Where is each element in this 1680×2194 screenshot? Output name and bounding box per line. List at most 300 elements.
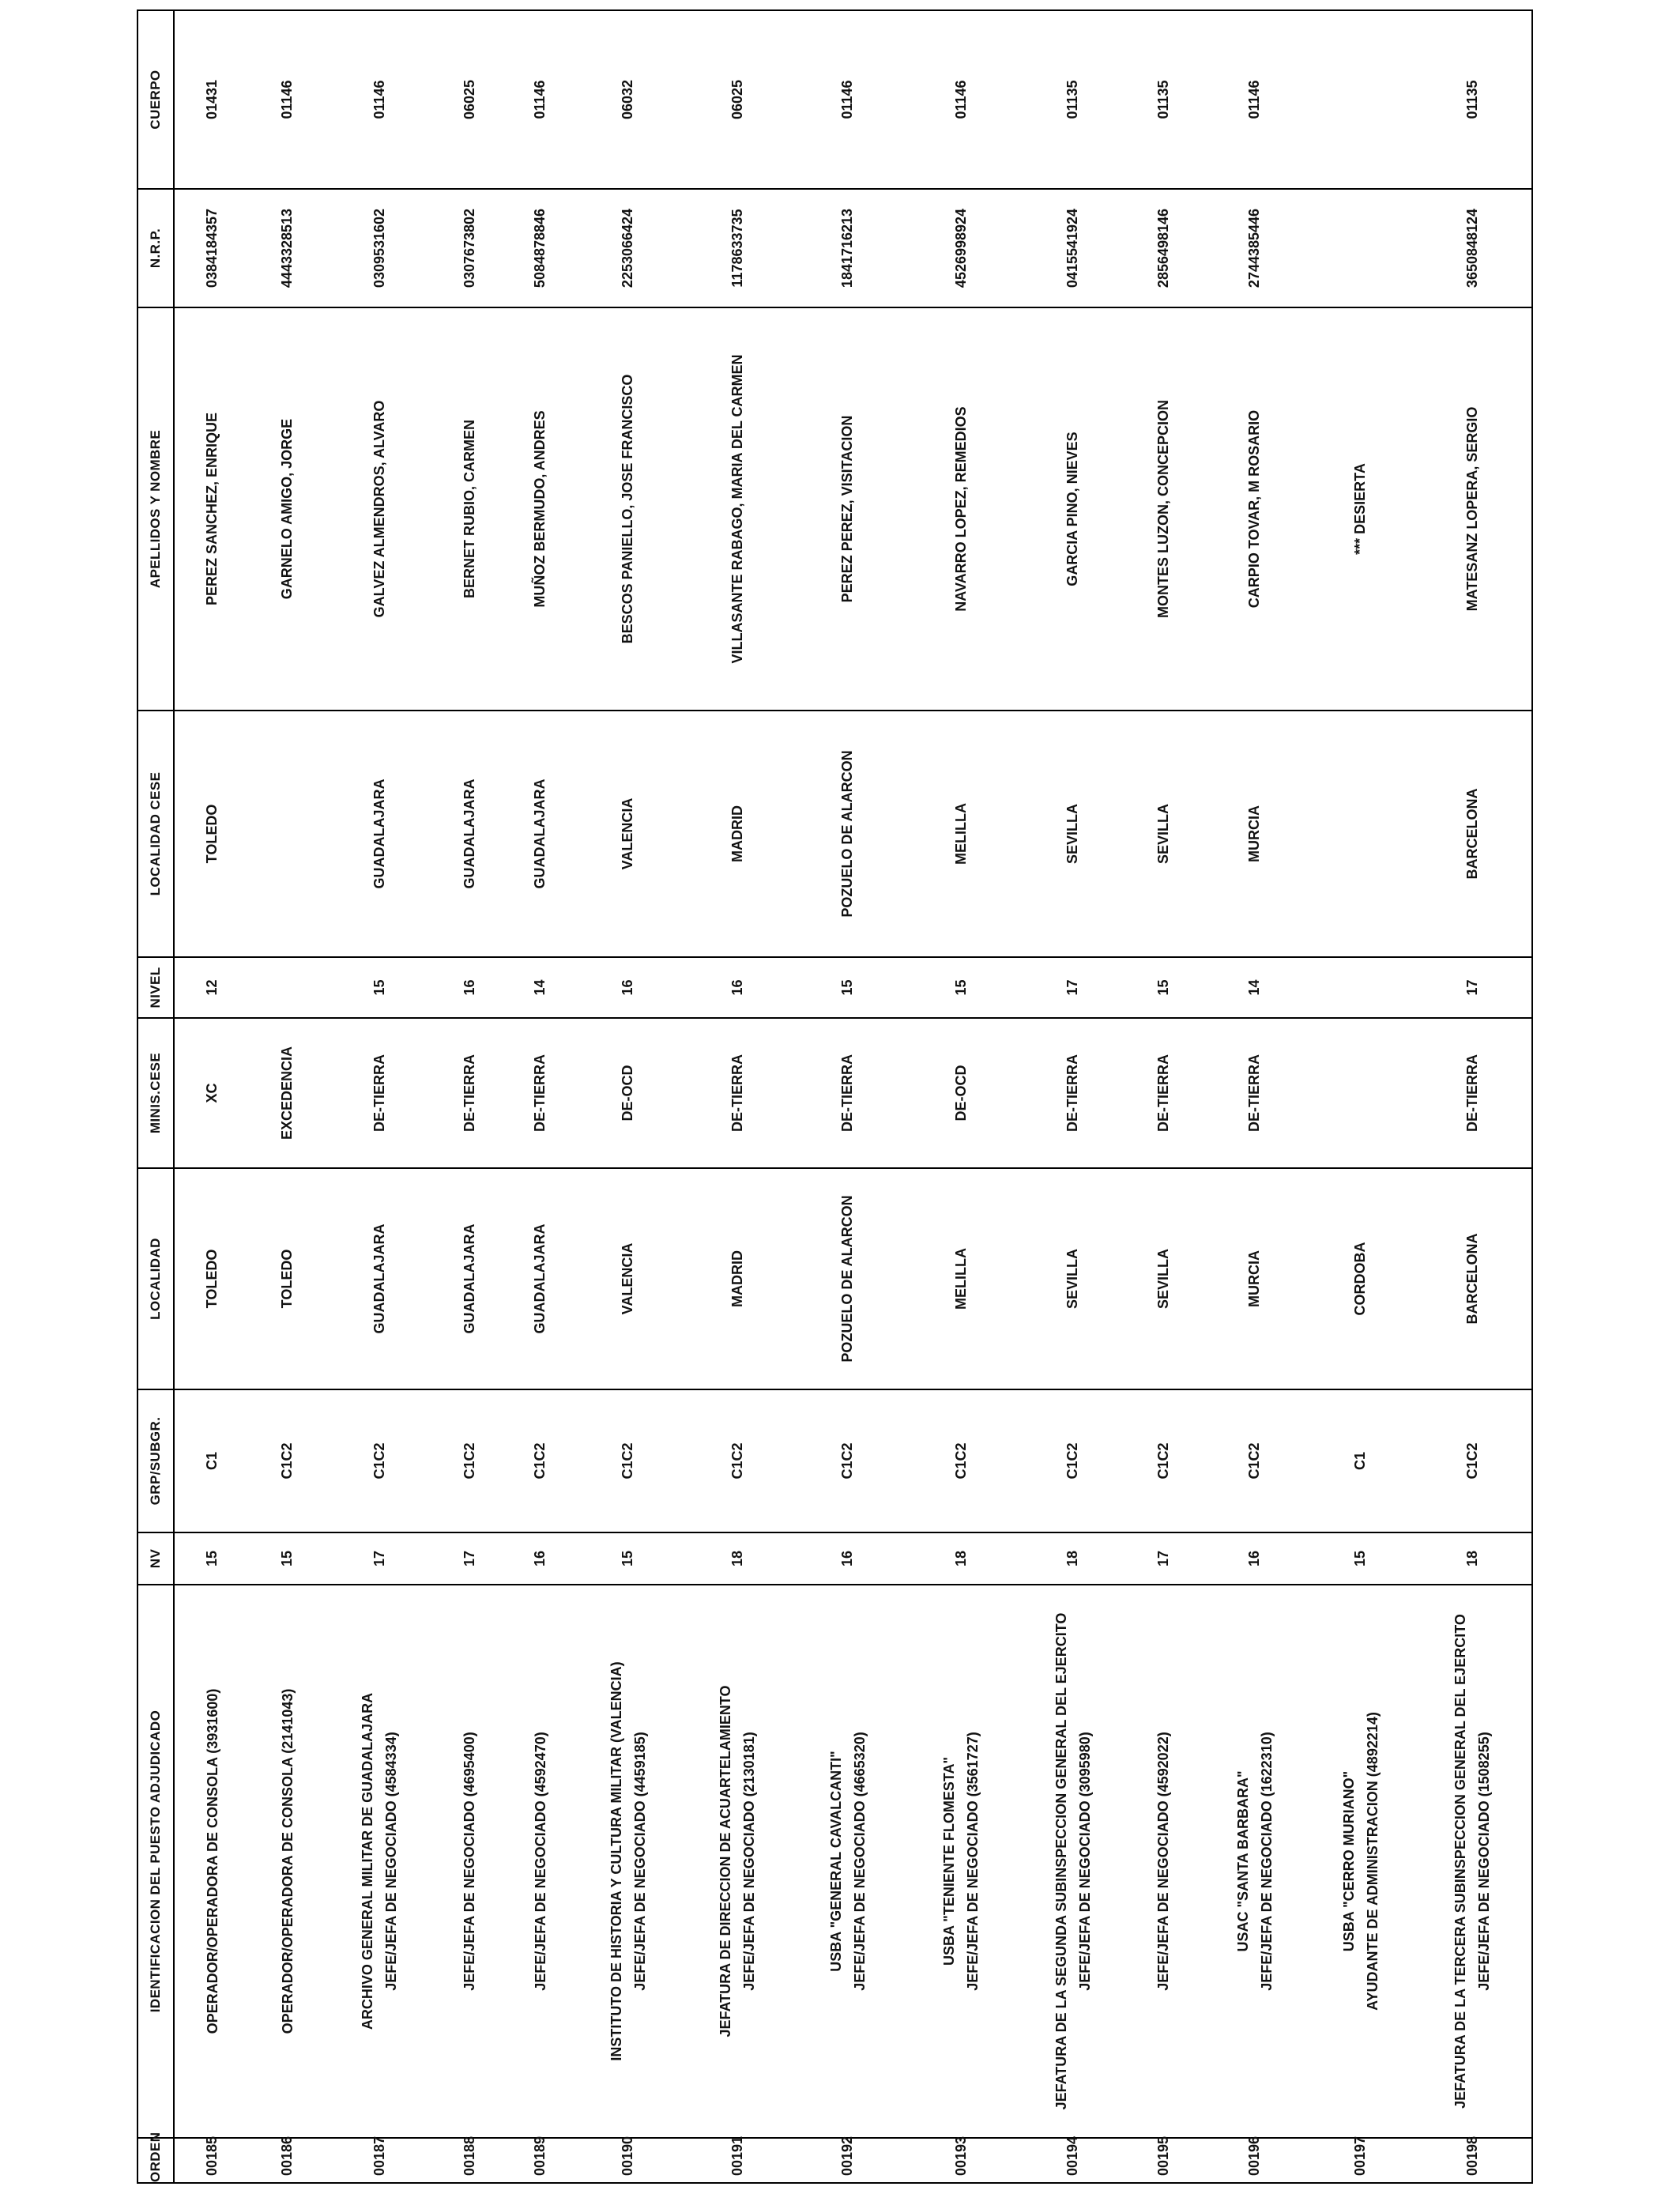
unit-label: USAC "SANTA BARBARA" <box>1234 1770 1251 1952</box>
nv-cell <box>1201 1532 1307 1585</box>
minis-cese-text: EXCEDENCIA <box>279 1046 296 1140</box>
nrp-cell <box>902 189 1021 307</box>
minis-cese-text: DE-TIERRA <box>1246 1054 1263 1132</box>
nv-cell <box>434 1532 505 1585</box>
puesto-cell <box>1414 1585 1532 2138</box>
localidad-text: SEVILLA <box>1155 1249 1171 1310</box>
puesto-cell <box>434 1585 505 2138</box>
grp-text: C1C2 <box>1463 1442 1480 1480</box>
nivel-text: 15 <box>1155 979 1171 996</box>
puesto-cell <box>793 1585 901 2138</box>
localidad-cell <box>1021 1168 1125 1389</box>
cuerpo-text: 01146 <box>279 80 296 119</box>
apellidos-nombre-text: GARNELO AMIGO, JORGE <box>279 418 296 600</box>
table-row <box>902 10 1021 2183</box>
localidad-cell <box>1414 1168 1532 1389</box>
nrp-text: 2744385446 <box>1246 208 1263 288</box>
apellidos-nombre-cell <box>1201 307 1307 711</box>
nv-cell <box>1414 1532 1532 1585</box>
minis-cese-cell <box>174 1018 250 1168</box>
nivel-cell <box>793 957 901 1018</box>
header-nivel: NIVEL <box>137 957 174 1018</box>
nv-cell <box>1308 1532 1414 1585</box>
nivel-text: 16 <box>461 979 477 996</box>
nivel-text: 14 <box>1246 979 1263 996</box>
orden-text: 00189 <box>532 2136 548 2176</box>
orden-text: 00191 <box>729 2136 745 2176</box>
orden-cell <box>1201 2138 1307 2183</box>
header-nrp: N.R.P. <box>137 189 174 307</box>
orden-cell <box>1414 2138 1532 2183</box>
table-row <box>793 10 901 2183</box>
apellidos-nombre-text: MUÑOZ BERMUDO, ANDRES <box>532 410 548 608</box>
localidad-cell <box>1201 1168 1307 1389</box>
localidad-cell <box>793 1168 901 1389</box>
localidad-text: CORDOBA <box>1352 1242 1369 1316</box>
puesto-label: AYUDANTE DE ADMINISTRACION (4892214) <box>1364 1712 1381 2011</box>
header-row <box>137 10 174 2183</box>
nrp-text: 0415541924 <box>1064 208 1081 288</box>
orden-text: 00198 <box>1463 2136 1480 2176</box>
localidad-cese-text: BARCELONA <box>1463 788 1480 880</box>
apellidos-nombre-cell <box>174 307 250 711</box>
minis-cese-text: DE-TIERRA <box>729 1054 745 1132</box>
orden-cell <box>174 2138 250 2183</box>
nivel-cell <box>575 957 681 1018</box>
grp-cell <box>506 1389 575 1532</box>
orden-text: 00194 <box>1064 2136 1081 2176</box>
unit-label: JEFATURA DE LA TERCERA SUBINSPECCION GENERAL DEL EJERCITO <box>1452 1614 1469 2109</box>
puesto-label: JEFE/JEFA DE NEGOCIADO (1622310) <box>1258 1732 1275 1991</box>
nv-text: 16 <box>1246 1550 1263 1567</box>
unit-label: ARCHIVO GENERAL MILITAR DE GUADALAJARA <box>360 1692 376 2030</box>
table-row <box>1308 10 1414 2183</box>
puesto-cell <box>1201 1585 1307 2138</box>
header-cuerpo: CUERPO <box>137 10 174 189</box>
apellidos-nombre-text: GALVEZ ALMENDROS, ALVARO <box>371 400 387 618</box>
nrp-cell <box>434 189 505 307</box>
localidad-cese-cell <box>1414 711 1532 957</box>
nivel-text: 15 <box>371 979 387 996</box>
grp-cell <box>250 1389 324 1532</box>
grp-text: C1C2 <box>1155 1442 1171 1480</box>
grp-cell <box>1201 1389 1307 1532</box>
localidad-cese-cell <box>793 711 901 957</box>
localidad-cell <box>575 1168 681 1389</box>
nivel-text: 14 <box>532 979 548 996</box>
nrp-cell <box>575 189 681 307</box>
minis-cese-text: DE-TIERRA <box>839 1054 856 1132</box>
localidad-cese-cell <box>250 711 324 957</box>
cuerpo-cell <box>1021 10 1125 189</box>
puesto-label: JEFE/JEFA DE NEGOCIADO (4459185) <box>631 1732 648 1991</box>
localidad-cese-cell <box>1125 711 1201 957</box>
localidad-text: BARCELONA <box>1463 1233 1480 1325</box>
minis-cese-cell <box>1201 1018 1307 1168</box>
table-row <box>434 10 505 2183</box>
localidad-cese-cell <box>1021 711 1125 957</box>
localidad-cell <box>1308 1168 1414 1389</box>
cuerpo-cell <box>434 10 505 189</box>
apellidos-nombre-cell <box>793 307 901 711</box>
nivel-cell <box>325 957 434 1018</box>
minis-cese-text: DE-OCD <box>952 1065 969 1122</box>
apellidos-nombre-cell <box>1414 307 1532 711</box>
apellidos-nombre-text: VILLASANTE RABAGO, MARIA DEL CARMEN <box>729 354 745 664</box>
table-row <box>1021 10 1125 2183</box>
puesto-label: JEFE/JEFA DE NEGOCIADO (4695400) <box>461 1732 478 1991</box>
nv-text: 18 <box>729 1550 745 1567</box>
apellidos-nombre-text: GARCIA PINO, NIEVES <box>1064 432 1081 586</box>
apellidos-nombre-text: PEREZ SANCHEZ, ENRIQUE <box>204 412 220 606</box>
nv-text: 15 <box>204 1550 220 1567</box>
grp-cell <box>681 1389 794 1532</box>
orden-cell <box>325 2138 434 2183</box>
puesto-label: JEFE/JEFA DE NEGOCIADO (4592470) <box>532 1732 548 1991</box>
nrp-cell <box>793 189 901 307</box>
localidad-cell <box>434 1168 505 1389</box>
header-orden: ORDEN <box>137 2138 174 2183</box>
orden-text: 00190 <box>620 2136 636 2176</box>
localidad-text: SEVILLA <box>1064 1249 1081 1310</box>
nivel-cell <box>1201 957 1307 1018</box>
nv-text: 18 <box>1463 1550 1480 1567</box>
nrp-text: 4443328513 <box>279 208 296 288</box>
apellidos-nombre-cell <box>325 307 434 711</box>
cuerpo-text: 01135 <box>1064 80 1081 119</box>
table-row <box>575 10 681 2183</box>
nv-text: 16 <box>839 1550 856 1567</box>
nv-cell <box>325 1532 434 1585</box>
nv-cell <box>250 1532 324 1585</box>
header-nv: NV <box>137 1532 174 1585</box>
puesto-label: JEFE/JEFA DE NEGOCIADO (2130181) <box>741 1732 758 1991</box>
cuerpo-text: 01146 <box>371 80 387 119</box>
grp-text: C1C2 <box>461 1442 477 1480</box>
localidad-cese-text: SEVILLA <box>1064 804 1081 865</box>
cuerpo-cell <box>902 10 1021 189</box>
localidad-cese-text: MADRID <box>729 805 745 862</box>
localidad-cese-text: MURCIA <box>1246 805 1263 862</box>
cuerpo-cell <box>506 10 575 189</box>
cuerpo-text: 06025 <box>461 79 477 120</box>
nrp-text: 2856498146 <box>1155 208 1171 288</box>
nivel-cell <box>681 957 794 1018</box>
cuerpo-text: 01146 <box>532 80 548 119</box>
nivel-text: 15 <box>839 979 856 996</box>
puesto-cell <box>1125 1585 1201 2138</box>
cuerpo-text: 01146 <box>839 80 856 119</box>
nrp-text: 1178633735 <box>729 209 745 288</box>
puesto-label: JEFE/JEFA DE NEGOCIADO (3095980) <box>1076 1732 1093 1991</box>
nivel-cell <box>1021 957 1125 1018</box>
localidad-cese-cell <box>575 711 681 957</box>
header-apellidos: APELLIDOS Y NOMBRE <box>137 307 174 711</box>
localidad-cese-cell <box>325 711 434 957</box>
minis-cese-cell <box>1414 1018 1532 1168</box>
header-localidad: LOCALIDAD <box>137 1168 174 1389</box>
cuerpo-cell <box>681 10 794 189</box>
apellidos-nombre-cell <box>434 307 505 711</box>
nv-text: 17 <box>1155 1550 1171 1567</box>
apellidos-nombre-text: BESCOS PANIELLO, JOSE FRANCISCO <box>620 374 636 644</box>
localidad-text: MADRID <box>729 1250 745 1307</box>
orden-text: 00185 <box>204 2136 220 2176</box>
puesto-cell <box>506 1585 575 2138</box>
adjudication-table <box>137 9 1533 2184</box>
apellidos-nombre-cell <box>681 307 794 711</box>
nrp-cell <box>1308 189 1414 307</box>
minis-cese-text: DE-OCD <box>620 1065 636 1122</box>
minis-cese-cell <box>325 1018 434 1168</box>
nivel-text: 17 <box>1064 979 1081 996</box>
grp-cell <box>325 1389 434 1532</box>
minis-cese-cell <box>1308 1018 1414 1168</box>
orden-cell <box>1308 2138 1414 2183</box>
localidad-text: TOLEDO <box>279 1249 296 1309</box>
unit-label: JEFATURA DE LA SEGUNDA SUBINSPECCION GENERAL DEL EJERCITO <box>1053 1612 1069 2110</box>
unit-label: USBA "TENIENTE FLOMESTA" <box>941 1756 958 1966</box>
grp-text: C1 <box>1352 1452 1369 1471</box>
orden-text: 00187 <box>371 2136 387 2176</box>
unit-label: USBA "CERRO MURIANO" <box>1340 1770 1357 1952</box>
localidad-cell <box>506 1168 575 1389</box>
minis-cese-cell <box>250 1018 324 1168</box>
nivel-cell <box>902 957 1021 1018</box>
orden-cell <box>793 2138 901 2183</box>
nv-cell <box>174 1532 250 1585</box>
minis-cese-text: DE-TIERRA <box>1155 1054 1171 1132</box>
unit-label: USBA "GENERAL CAVALCANTI" <box>827 1751 844 1972</box>
nrp-text: 1841716213 <box>839 208 856 288</box>
apellidos-nombre-cell <box>1021 307 1125 711</box>
localidad-cell <box>902 1168 1021 1389</box>
table-row <box>174 10 250 2183</box>
puesto-cell <box>1308 1585 1414 2138</box>
orden-cell <box>575 2138 681 2183</box>
apellidos-nombre-cell <box>1308 307 1414 711</box>
localidad-cese-cell <box>1308 711 1414 957</box>
nrp-text: 0307673802 <box>461 208 477 288</box>
puesto-cell <box>325 1585 434 2138</box>
orden-cell <box>1125 2138 1201 2183</box>
localidad-text: TOLEDO <box>204 1249 220 1309</box>
header-localidad-cese: LOCALIDAD CESE <box>137 711 174 957</box>
cuerpo-text: 01431 <box>204 79 220 120</box>
nrp-cell <box>681 189 794 307</box>
minis-cese-cell <box>793 1018 901 1168</box>
minis-cese-cell <box>1125 1018 1201 1168</box>
minis-cese-text: DE-TIERRA <box>1463 1054 1480 1132</box>
grp-cell <box>1414 1389 1532 1532</box>
nv-text: 18 <box>952 1550 969 1567</box>
table-row <box>506 10 575 2183</box>
grp-cell <box>434 1389 505 1532</box>
nrp-text: 0309531602 <box>371 208 387 288</box>
nivel-cell <box>174 957 250 1018</box>
puesto-cell <box>681 1585 794 2138</box>
puesto-label: JEFE/JEFA DE NEGOCIADO (4665320) <box>851 1732 868 1991</box>
apellidos-nombre-text: PEREZ PEREZ, VISITACION <box>839 415 856 603</box>
apellidos-nombre-text: CARPIO TOVAR, M ROSARIO <box>1246 409 1263 609</box>
nrp-cell <box>174 189 250 307</box>
localidad-cese-text: SEVILLA <box>1155 804 1171 865</box>
puesto-label: JEFE/JEFA DE NEGOCIADO (3561727) <box>965 1732 981 1991</box>
unit-label: INSTITUTO DE HISTORIA Y CULTURA MILITAR (VALENCIA) <box>608 1661 624 2061</box>
localidad-cell <box>1125 1168 1201 1389</box>
nv-cell <box>793 1532 901 1585</box>
orden-text: 00197 <box>1352 2136 1369 2176</box>
nivel-cell <box>1414 957 1532 1018</box>
orden-cell <box>902 2138 1021 2183</box>
nrp-cell <box>1125 189 1201 307</box>
apellidos-nombre-text: *** DESIERTA <box>1352 463 1369 555</box>
minis-cese-cell <box>681 1018 794 1168</box>
nivel-text: 17 <box>1463 979 1480 996</box>
apellidos-nombre-cell <box>250 307 324 711</box>
localidad-text: GUADALAJARA <box>371 1223 387 1334</box>
grp-text: C1C2 <box>839 1442 856 1480</box>
localidad-cese-cell <box>506 711 575 957</box>
nv-cell <box>1021 1532 1125 1585</box>
apellidos-nombre-text: BERNET RUBIO, CARMEN <box>461 420 477 599</box>
nrp-cell <box>325 189 434 307</box>
puesto-cell <box>902 1585 1021 2138</box>
puesto-cell <box>174 1585 250 2138</box>
localidad-cese-cell <box>434 711 505 957</box>
puesto-cell <box>250 1585 324 2138</box>
table-row <box>1201 10 1307 2183</box>
nrp-text: 0384184357 <box>204 208 220 288</box>
table-row <box>681 10 794 2183</box>
nv-text: 15 <box>279 1550 296 1567</box>
localidad-cese-cell <box>174 711 250 957</box>
cuerpo-text: 06032 <box>620 79 636 120</box>
localidad-cese-text: POZUELO DE ALARCON <box>839 750 856 918</box>
minis-cese-text: DE-TIERRA <box>1064 1054 1081 1132</box>
minis-cese-cell <box>434 1018 505 1168</box>
orden-text: 00193 <box>952 2136 969 2176</box>
localidad-cell <box>325 1168 434 1389</box>
puesto-label: JEFE/JEFA DE NEGOCIADO (4584334) <box>383 1732 400 1991</box>
nv-cell <box>575 1532 681 1585</box>
minis-cese-cell <box>575 1018 681 1168</box>
nrp-cell <box>1201 189 1307 307</box>
minis-cese-text: DE-TIERRA <box>461 1054 477 1132</box>
grp-text: C1C2 <box>729 1442 745 1480</box>
nv-text: 16 <box>532 1550 548 1567</box>
cuerpo-cell <box>325 10 434 189</box>
minis-cese-text: DE-TIERRA <box>371 1054 387 1132</box>
puesto-label: JEFE/JEFA DE NEGOCIADO (1508255) <box>1476 1732 1493 1991</box>
grp-text: C1C2 <box>1246 1442 1263 1480</box>
cuerpo-cell <box>1414 10 1532 189</box>
nivel-text: 12 <box>204 979 220 996</box>
apellidos-nombre-cell <box>575 307 681 711</box>
grp-cell <box>1308 1389 1414 1532</box>
grp-text: C1C2 <box>1064 1442 1081 1480</box>
minis-cese-cell <box>506 1018 575 1168</box>
grp-cell <box>174 1389 250 1532</box>
puesto-label: JEFE/JEFA DE NEGOCIADO (4592022) <box>1155 1732 1172 1991</box>
localidad-cese-text: GUADALAJARA <box>532 778 548 889</box>
nv-text: 18 <box>1064 1550 1081 1567</box>
header-grp: GRP/SUBGR. <box>137 1389 174 1532</box>
cuerpo-text: 01135 <box>1155 80 1171 119</box>
localidad-cell <box>174 1168 250 1389</box>
minis-cese-cell <box>902 1018 1021 1168</box>
cuerpo-cell <box>250 10 324 189</box>
nv-cell <box>902 1532 1021 1585</box>
orden-text: 00188 <box>461 2136 477 2176</box>
nivel-cell <box>1125 957 1201 1018</box>
table-row <box>250 10 324 2183</box>
cuerpo-cell <box>174 10 250 189</box>
nrp-text: 3650848124 <box>1463 208 1480 288</box>
table-row <box>1414 10 1532 2183</box>
grp-cell <box>1125 1389 1201 1532</box>
table-row <box>325 10 434 2183</box>
nivel-cell <box>434 957 505 1018</box>
localidad-cell <box>250 1168 324 1389</box>
grp-cell <box>575 1389 681 1532</box>
grp-text: C1C2 <box>620 1442 636 1480</box>
nv-text: 17 <box>461 1550 477 1567</box>
nrp-text: 4526998924 <box>952 208 969 288</box>
nv-cell <box>1125 1532 1201 1585</box>
apellidos-nombre-cell <box>902 307 1021 711</box>
cuerpo-text: 01135 <box>1463 80 1480 119</box>
table-body <box>174 10 1532 2183</box>
nv-text: 15 <box>1352 1550 1369 1567</box>
apellidos-nombre-text: MATESANZ LOPERA, SERGIO <box>1463 406 1480 612</box>
orden-cell <box>250 2138 324 2183</box>
cuerpo-cell <box>793 10 901 189</box>
cuerpo-text: 01146 <box>1246 80 1263 119</box>
nivel-cell <box>1308 957 1414 1018</box>
nv-text: 15 <box>620 1550 636 1567</box>
orden-text: 00186 <box>279 2136 296 2176</box>
nivel-text: 16 <box>620 979 636 996</box>
localidad-text: POZUELO DE ALARCON <box>839 1195 856 1363</box>
localidad-text: MURCIA <box>1246 1250 1263 1307</box>
orden-cell <box>506 2138 575 2183</box>
localidad-cese-cell <box>902 711 1021 957</box>
nv-cell <box>681 1532 794 1585</box>
nivel-text: 16 <box>729 979 745 996</box>
puesto-cell <box>1021 1585 1125 2138</box>
nrp-cell <box>1021 189 1125 307</box>
localidad-cell <box>681 1168 794 1389</box>
apellidos-nombre-cell <box>506 307 575 711</box>
localidad-cese-text: MELILLA <box>952 803 969 865</box>
header-minis-cese: MINIS.CESE <box>137 1018 174 1168</box>
localidad-cese-text: GUADALAJARA <box>371 778 387 889</box>
grp-text: C1C2 <box>952 1442 969 1480</box>
cuerpo-text: 06025 <box>729 79 745 120</box>
localidad-text: VALENCIA <box>620 1242 636 1315</box>
nrp-text: 2253066424 <box>620 208 636 288</box>
orden-cell <box>434 2138 505 2183</box>
cuerpo-cell <box>1125 10 1201 189</box>
apellidos-nombre-cell <box>1125 307 1201 711</box>
minis-cese-cell <box>1021 1018 1125 1168</box>
puesto-label: OPERADOR/OPERADORA DE CONSOLA (3931600) <box>204 1688 220 2034</box>
nv-cell <box>506 1532 575 1585</box>
puesto-cell <box>575 1585 681 2138</box>
apellidos-nombre-text: MONTES LUZON, CONCEPCION <box>1155 400 1171 619</box>
localidad-cese-text: VALENCIA <box>620 797 636 870</box>
